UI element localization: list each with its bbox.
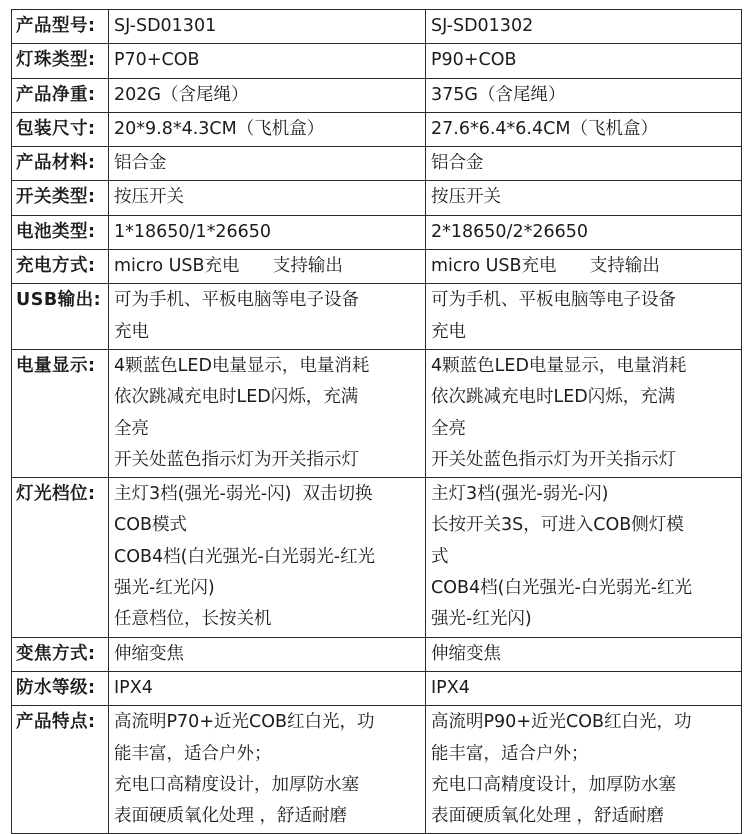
table-row xyxy=(12,78,742,112)
table-row xyxy=(12,112,742,146)
features-a: 高流明P70+近光COB红白光，功 能丰富，适合户外； 充电口高精度设计，加厚防水塞 表面硬质氧化处理 ，舒适耐磨 xyxy=(109,706,426,834)
row-label-zoom: 变焦方式: xyxy=(12,637,109,671)
row-label-battery-display: 电量显示: xyxy=(12,349,109,477)
battery-type-b: 2*18650/2*26650 xyxy=(426,215,742,249)
row-label-battery-type: 电池类型: xyxy=(12,215,109,249)
row-label-features: 产品特点: xyxy=(12,706,109,834)
table-row xyxy=(12,250,742,284)
bead-type-b: P90+COB xyxy=(426,44,742,78)
table-row xyxy=(12,147,742,181)
charging-a: micro USB充电 支持输出 xyxy=(109,250,426,284)
row-label-package-size: 包装尺寸: xyxy=(12,112,109,146)
switch-type-b: 按压开关 xyxy=(426,181,742,215)
usb-output-b: 可为手机、平板电脑等电子设备 充电 xyxy=(426,284,742,350)
table-row xyxy=(12,478,742,637)
switch-type-a: 按压开关 xyxy=(109,181,426,215)
net-weight-a: 202G（含尾绳） xyxy=(109,78,426,112)
zoom-b: 伸缩变焦 xyxy=(426,637,742,671)
row-label-charging: 充电方式: xyxy=(12,250,109,284)
battery-display-a: 4颗蓝色LED电量显示，电量消耗 依次跳减充电时LED闪烁，充满 全亮 开关处蓝色指示灯为开关指示灯 xyxy=(109,349,426,477)
model-a: SJ-SD01301 xyxy=(109,10,426,44)
row-label-material: 产品材料: xyxy=(12,147,109,181)
row-label-waterproof: 防水等级: xyxy=(12,671,109,705)
table-row xyxy=(12,10,742,44)
battery-type-a: 1*18650/1*26650 xyxy=(109,215,426,249)
row-label-usb-output: USB输出: xyxy=(12,284,109,350)
package-size-b: 27.6*6.4*6.4CM（飞机盒） xyxy=(426,112,742,146)
charging-b: micro USB充电 支持输出 xyxy=(426,250,742,284)
model-b: SJ-SD01302 xyxy=(426,10,742,44)
row-label-switch-type: 开关类型: xyxy=(12,181,109,215)
features-b: 高流明P90+近光COB红白光，功 能丰富，适合户外； 充电口高精度设计，加厚防水塞 表面硬质氧化处理 ，舒适耐磨 xyxy=(426,706,742,834)
table-row xyxy=(12,44,742,78)
net-weight-b: 375G（含尾绳） xyxy=(426,78,742,112)
table-row xyxy=(12,637,742,671)
usb-output-a: 可为手机、平板电脑等电子设备 充电 xyxy=(109,284,426,350)
material-a: 铝合金 xyxy=(109,147,426,181)
table-row xyxy=(12,181,742,215)
table-row xyxy=(12,349,742,477)
waterproof-b: IPX4 xyxy=(426,671,742,705)
zoom-a: 伸缩变焦 xyxy=(109,637,426,671)
spec-comparison-table xyxy=(11,9,742,834)
row-label-model: 产品型号: xyxy=(12,10,109,44)
material-b: 铝合金 xyxy=(426,147,742,181)
table-row xyxy=(12,215,742,249)
battery-display-b: 4颗蓝色LED电量显示，电量消耗 依次跳减充电时LED闪烁，充满 全亮 开关处蓝色指示灯为开关指示灯 xyxy=(426,349,742,477)
table-row xyxy=(12,671,742,705)
package-size-a: 20*9.8*4.3CM（飞机盒） xyxy=(109,112,426,146)
table-row xyxy=(12,284,742,350)
row-label-bead-type: 灯珠类型: xyxy=(12,44,109,78)
waterproof-a: IPX4 xyxy=(109,671,426,705)
row-label-net-weight: 产品净重: xyxy=(12,78,109,112)
table-row xyxy=(12,706,742,834)
light-modes-b: 主灯3档(强光-弱光-闪) 长按开关3S，可进入COB侧灯模 式 COB4档(白光强光-白光弱光-红光 强光-红光闪) xyxy=(426,478,742,637)
row-label-light-modes: 灯光档位: xyxy=(12,478,109,637)
bead-type-a: P70+COB xyxy=(109,44,426,78)
light-modes-a: 主灯3档(强光-弱光-闪) 双击切换 COB模式 COB4档(白光强光-白光弱光-红光 强光-红光闪) 任意档位，长按关机 xyxy=(109,478,426,637)
